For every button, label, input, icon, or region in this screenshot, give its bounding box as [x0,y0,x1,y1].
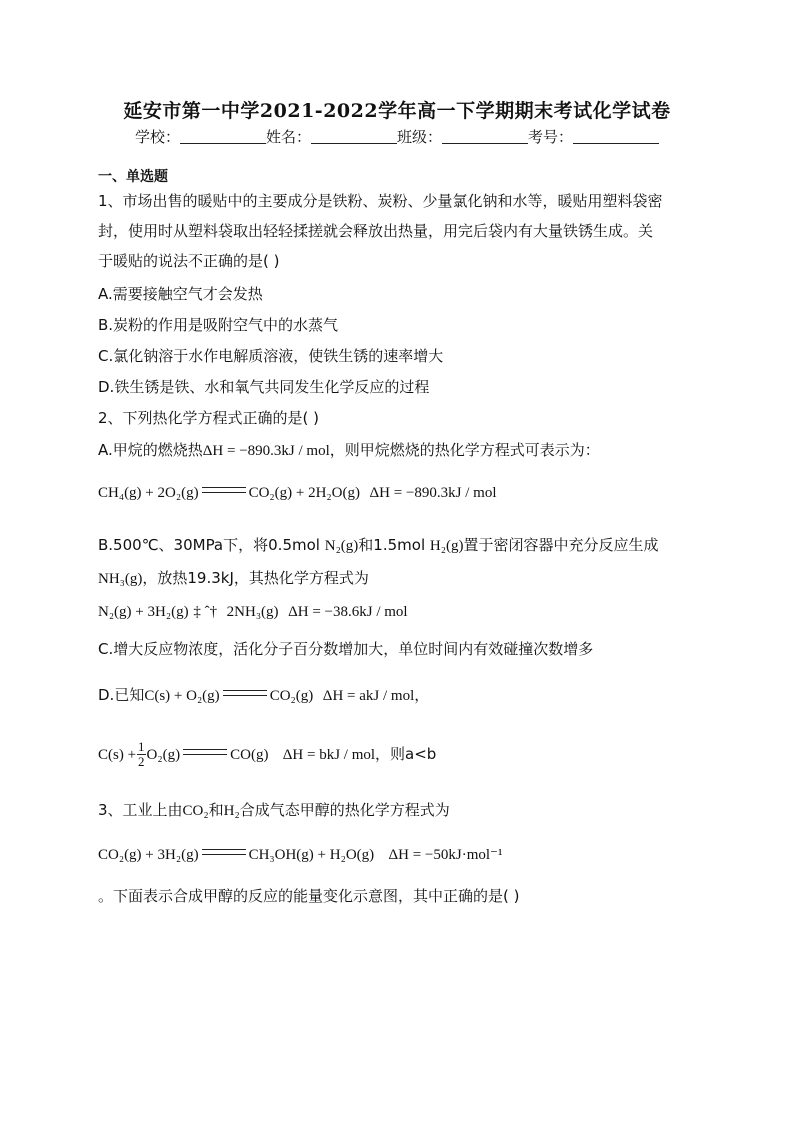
name-label: 姓名： [265,128,311,146]
section-title: 一、单选题 [98,169,168,185]
q1-option-c: C.氯化钠溶于水作电解质溶液，使铁生锈的速率增大 [98,347,444,365]
q3-stem-cont: 。下面表示合成甲醇的反应的能量变化示意图，其中正确的是( ) [98,887,520,905]
q1-stem-line2: 封，使用时从塑料袋取出轻轻揉搓就会释放出热量，用完后袋内有大量铁锈生成。关 [98,222,654,240]
q2-d-equation2 [98,740,436,769]
q1-stem-line3: 于暖贴的说法不正确的是( ) [98,252,280,270]
name-blank[interactable] [311,129,397,144]
q2-b-text3: 置于密闭容器中充分反应生成 [463,536,659,554]
student-info-line [0,126,794,147]
q2-d-eq1-right: CO₂(g) [269,688,314,704]
q3-text1: 3、工业上由 [98,801,183,819]
q2-b-eq-left: N₂(g) + 3H₂(g) [98,604,189,620]
q2-d-text2: ，则a<b [375,745,437,763]
number-label: 考号： [528,128,574,146]
equals-sign-icon [223,690,267,696]
fraction-numerator: 1 [138,739,145,754]
q2-b-h2: H₂(g) [429,538,464,554]
q2-option-d [98,684,429,705]
q2-option-b-cont [98,567,369,588]
number-blank[interactable] [573,129,659,144]
q1-stem-line1: 1、市场出售的暖贴中的主要成分是铁粉、炭粉、少量氯化钠和水等，暖贴用塑料袋密 [98,192,663,210]
q2-option-c: C.增大反应物浓度，活化分子百分数增加大，单位时间内有效碰撞次数增多 [98,640,594,658]
q2-a-eq-enthalpy: ΔH = −890.3kJ / mol [369,485,497,501]
q2-a-text2: ，则甲烷燃烧的热化学方程式可表示为： [329,441,600,459]
q3-text2: 和 [208,801,224,819]
fraction-denominator: 2 [138,754,145,769]
q3-eq-enthalpy: ΔH = −50kJ·mol⁻¹ [388,847,503,863]
q2-a-text1: A.甲烷的燃烧热 [98,441,203,459]
q2-d-eq2-right: CO(g) [230,747,269,763]
q2-a-eq-right: CO₂(g) + 2H₂O(g) [248,485,360,501]
q2-b-text4: ，放热19.3kJ，其热化学方程式为 [142,569,369,587]
exam-title: 延安市第一中学2021-2022学年高一下学期期末考试化学试卷 [123,100,671,122]
q2-a-enthalpy: ΔH = −890.3kJ / mol [202,443,330,459]
q2-d-eq1-enthalpy: ΔH = akJ / mol [322,688,415,704]
q2-d-eq2-enthalpy: ΔH = bkJ / mol [282,747,376,763]
q3-h2: H₂ [223,803,240,819]
q2-b-text2: 和1.5mol [358,536,426,554]
q2-a-equation [98,483,497,502]
q2-d-eq2-c: C(s) + [98,747,137,763]
q2-b-nh3: NH₃(g) [98,571,143,587]
fraction-one-half [137,740,146,769]
q3-eq-right: CH₃OH(g) + H₂O(g) [248,847,375,863]
q2-d-comma: ， [414,686,430,704]
q2-b-equation [98,602,408,621]
q2-b-eq-enthalpy: ΔH = −38.6kJ / mol [288,604,408,620]
q2-d-eq1-left: C(s) + O₂(g) [144,688,220,704]
q2-b-eq-right: 2NH₃(g) [226,604,279,620]
equals-sign-icon [183,749,227,755]
q1-option-d: D.铁生锈是铁、水和氧气共同发生化学反应的过程 [98,378,430,396]
school-label: 学校： [134,128,180,146]
equals-sign-icon [202,849,246,855]
q3-eq-left: CO₂(g) + 3H₂(g) [98,847,199,863]
q2-option-a [98,439,600,460]
q3-stem [98,799,450,820]
q3-co2: CO₂ [182,803,209,819]
q1-option-b: B.炭粉的作用是吸附空气中的水蒸气 [98,316,339,334]
reversible-arrow-icon: ‡ ˆ† [193,604,218,620]
q2-option-b [98,534,658,555]
q2-b-n2: N₂(g) [324,538,359,554]
class-label: 班级： [397,128,443,146]
q2-stem: 2、下列热化学方程式正确的是( ) [98,409,320,427]
q1-option-a: A.需要接触空气才会发热 [98,285,263,303]
q2-d-eq2-o2: O₂(g) [146,747,181,763]
class-blank[interactable] [442,129,528,144]
q3-text3: 合成气态甲醇的热化学方程式为 [239,801,450,819]
q3-equation [98,845,502,864]
q2-d-text1: D.已知 [98,686,145,704]
q2-a-eq-left: CH₄(g) + 2O₂(g) [98,485,199,501]
school-blank[interactable] [180,129,266,144]
equals-sign-icon [202,487,246,493]
q2-b-text1: B.500℃、30MPa下，将0.5mol [98,536,320,554]
